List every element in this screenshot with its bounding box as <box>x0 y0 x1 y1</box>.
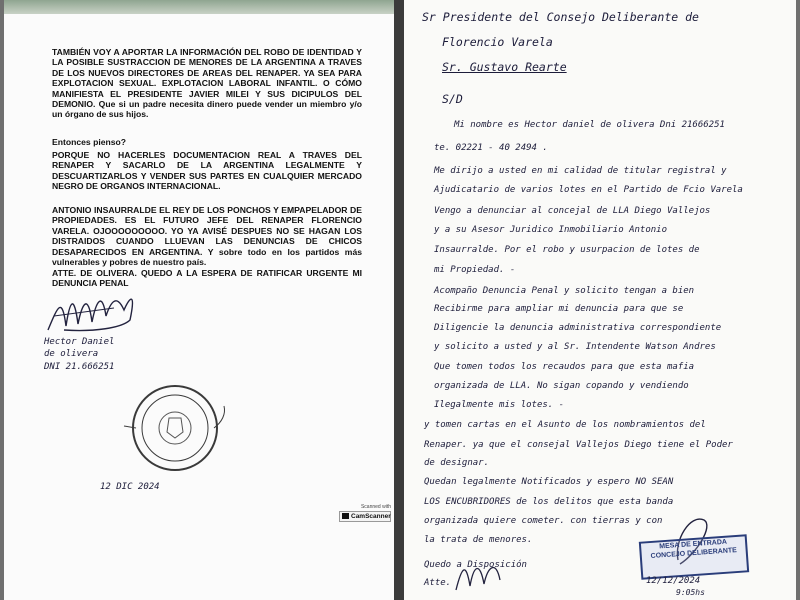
header-line-2: Florencio Varela <box>442 35 553 49</box>
paragraph-closing: ATTE. DE OLIVERA. QUEDO A LA ESPERA DE RATIFICAR URGENTE MI DENUNCIA PENAL <box>52 268 365 289</box>
header-line-4: S/D <box>442 92 463 106</box>
body-line: Vengo a denunciar al concejal de LLA Diego Vallejos <box>434 206 711 216</box>
body-line: Quedo a Disposición <box>424 560 527 570</box>
signature-dni: DNI 21.666251 <box>44 362 115 372</box>
stamp-date: 12/12/2024 <box>646 576 701 586</box>
body-line: Atte. <box>424 578 452 588</box>
stamp-time: 9:05hs <box>676 588 705 597</box>
body-line: Ajudicatario de varios lotes en el Partido de Fcio Varela <box>434 185 743 195</box>
left-document-page <box>4 0 394 600</box>
reception-stamp <box>639 534 749 579</box>
body-line: Diligencie la denuncia administrativa correspondiente <box>434 323 722 333</box>
body-line: LOS ENCUBRIDORES de los delitos que esta banda <box>424 497 674 507</box>
official-seal-stamp <box>122 380 228 476</box>
body-line: de designar. <box>424 458 490 468</box>
body-line: Acompaño Denuncia Penal y solicito tengan a bien <box>434 286 695 296</box>
body-line: Mi nombre es Hector daniel de olivera Dni 21666251 <box>454 120 725 130</box>
paragraph-insaurralde: ANTONIO INSAURRALDE EL REY DE LOS PONCHOS Y EMPAPELADOR DE PROPIEDADES. ES EL FUTURO JEFE DEL RENAPER FLORENCIO VARELA. OJOOOOOOOOO. YO YA AVISÉ DESPUES NO SE HAGAN LOS DISTRAIDOS CUANDO LLUEVAN LAS DENUNCIAS DE CHICOS DESAPARECIDOS EN ARGENTINA. Y sobre todo en los partidos más vulnerables y pobres de nuestro país. <box>52 205 365 268</box>
right-document-page <box>404 0 796 600</box>
body-line: y tomen cartas en el Asunto de los nombramientos del <box>424 420 706 430</box>
body-line: organizada de LLA. No sigan copando y vendiendo <box>434 381 689 391</box>
camscanner-brand: CamScanner <box>351 513 391 520</box>
camscanner-badge <box>339 511 391 522</box>
page-top-edge <box>4 0 394 14</box>
body-line: te. 02221 - 40 2494 . <box>434 143 548 153</box>
header-line-1: Sr Presidente del Consejo Deliberante de <box>422 10 699 24</box>
signature-name: Hector Daniel <box>44 337 115 347</box>
body-line: Que tomen todos los recaudos para que esta mafia <box>434 362 695 372</box>
stamp-subtitle: CONCEJO DELIBERANTE <box>650 547 738 561</box>
body-line: Quedan legalmente Notificados y espero NO SEAN <box>424 477 674 487</box>
header-line-3: Sr. Gustavo Rearte <box>442 60 567 74</box>
scanned-with-label: Scanned with <box>360 504 391 510</box>
body-line: organizada quiere cometer. con tierras y con <box>424 516 663 526</box>
body-line: Recibirme para ampliar mi denuncia para que se <box>434 304 684 314</box>
paragraph-identity-theft: TAMBIÉN VOY A APORTAR LA INFORMACIÓN DEL ROBO DE IDENTIDAD Y LA POSIBLE SUSTRACCION DE MENORES DE LA ARGENTINA A TRAVES DE LOS NUEVOS DIRECTORES DE AREAS DEL RENAPER. YA SEA PARA EXPLOTACION SEXUAL. EXPLOTACION LABORAL INFANTIL. O CÓMO MANIFIESTA EL PRESIDENTE JAVIER MILEI Y SUS DICIPULOS DEL DEMONIO. Que si un padre necesita dinero puede vender un miembro y/o un órgano de sus hijos. <box>52 47 365 120</box>
body-line: Ilegalmente mis lotes. - <box>434 400 565 410</box>
body-line: y a su Asesor Juridico Inmobiliario Antonio <box>434 225 667 235</box>
body-line: Me dirijo a usted en mi calidad de titular registral y <box>434 166 727 176</box>
body-line: Renaper. ya que el consejal Vallejos Diego tiene el Poder <box>424 440 733 450</box>
body-line: la trata de menores. <box>424 535 533 545</box>
body-line: mi Propiedad. - <box>434 265 516 275</box>
body-line: Insaurralde. Por el robo y usurpacion de lotes de <box>434 245 700 255</box>
body-line: y solicito a usted y al Sr. Intendente Watson Andres <box>434 342 716 352</box>
camscanner-watermark <box>339 504 391 522</box>
signature-surname: de olivera <box>44 349 99 359</box>
right-signature <box>452 556 512 596</box>
stamp-title: MESA DE ENTRADA <box>659 538 728 551</box>
paragraph-question: Entonces pienso? <box>52 137 127 147</box>
camscanner-icon <box>342 513 349 519</box>
paragraph-renaper: PORQUE NO HACERLES DOCUMENTACION REAL A TRAVES DEL RENAPER Y SACARLO DE LA ARGENTINA LEGALMENTE Y DESCUARTIZARLOS Y VENDER SUS PARTES EN CUALQUIER MERCADO NEGRO DE ORGANOS INTERNACIONAL. <box>52 150 365 192</box>
page-divider <box>394 0 404 600</box>
handwritten-date: 12 DIC 2024 <box>100 482 160 492</box>
